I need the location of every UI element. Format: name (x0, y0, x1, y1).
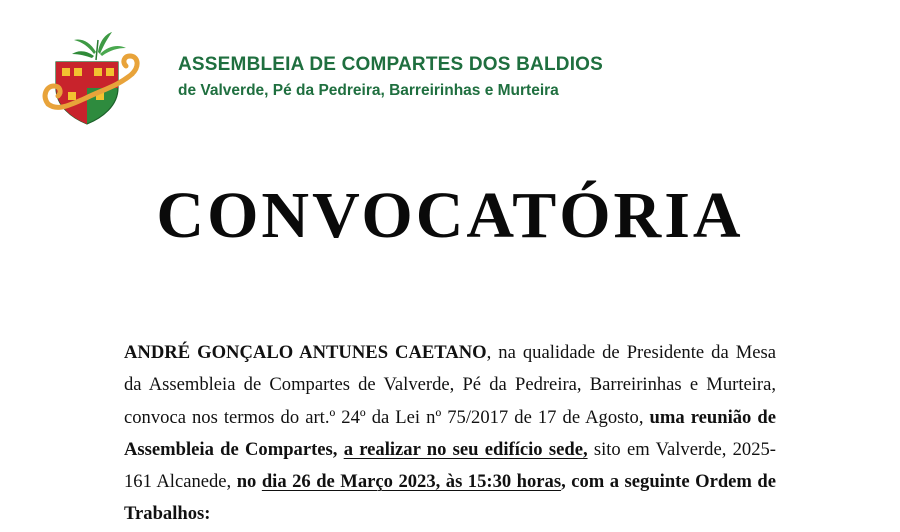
meeting-location: a realizar no seu edifício sede, (343, 438, 588, 460)
agenda-intro: , com a seguinte Ordem de Trabalhos: (124, 471, 776, 525)
shield-icon (56, 62, 118, 124)
org-name: ASSEMBLEIA DE COMPARTES DOS BALDIOS (178, 54, 604, 75)
org-subtitle: de Valverde, Pé da Pedreira, Barreirinhas e Murteira (178, 82, 559, 99)
org-header (178, 54, 603, 100)
body-text-1: , na qualidade de Presidente da Mesa da Assembleia de Compartes de Valverde, Pé da Pedreira, Barreirinhas e Murteira, convoca nos termos do art.º 24º da Lei nº 75/2017 de 17 de Agosto, (124, 342, 776, 428)
body-text-3: sito em Valverde, 2025-161 Alcanede, (124, 438, 776, 493)
org-logo-icon (38, 30, 142, 126)
meeting-type: uma reunião de Assembleia de Compartes, (124, 406, 776, 460)
document-title: CONVOCATÓRIA (156, 179, 744, 252)
no-word: no (236, 471, 257, 493)
body-paragraph (124, 337, 776, 531)
president-name: ANDRÉ GONÇALO ANTUNES CAETANO (124, 342, 487, 363)
meeting-datetime: dia 26 de Março 2023, às 15:30 horas (261, 471, 562, 493)
leaf-sprig-icon (72, 32, 126, 60)
